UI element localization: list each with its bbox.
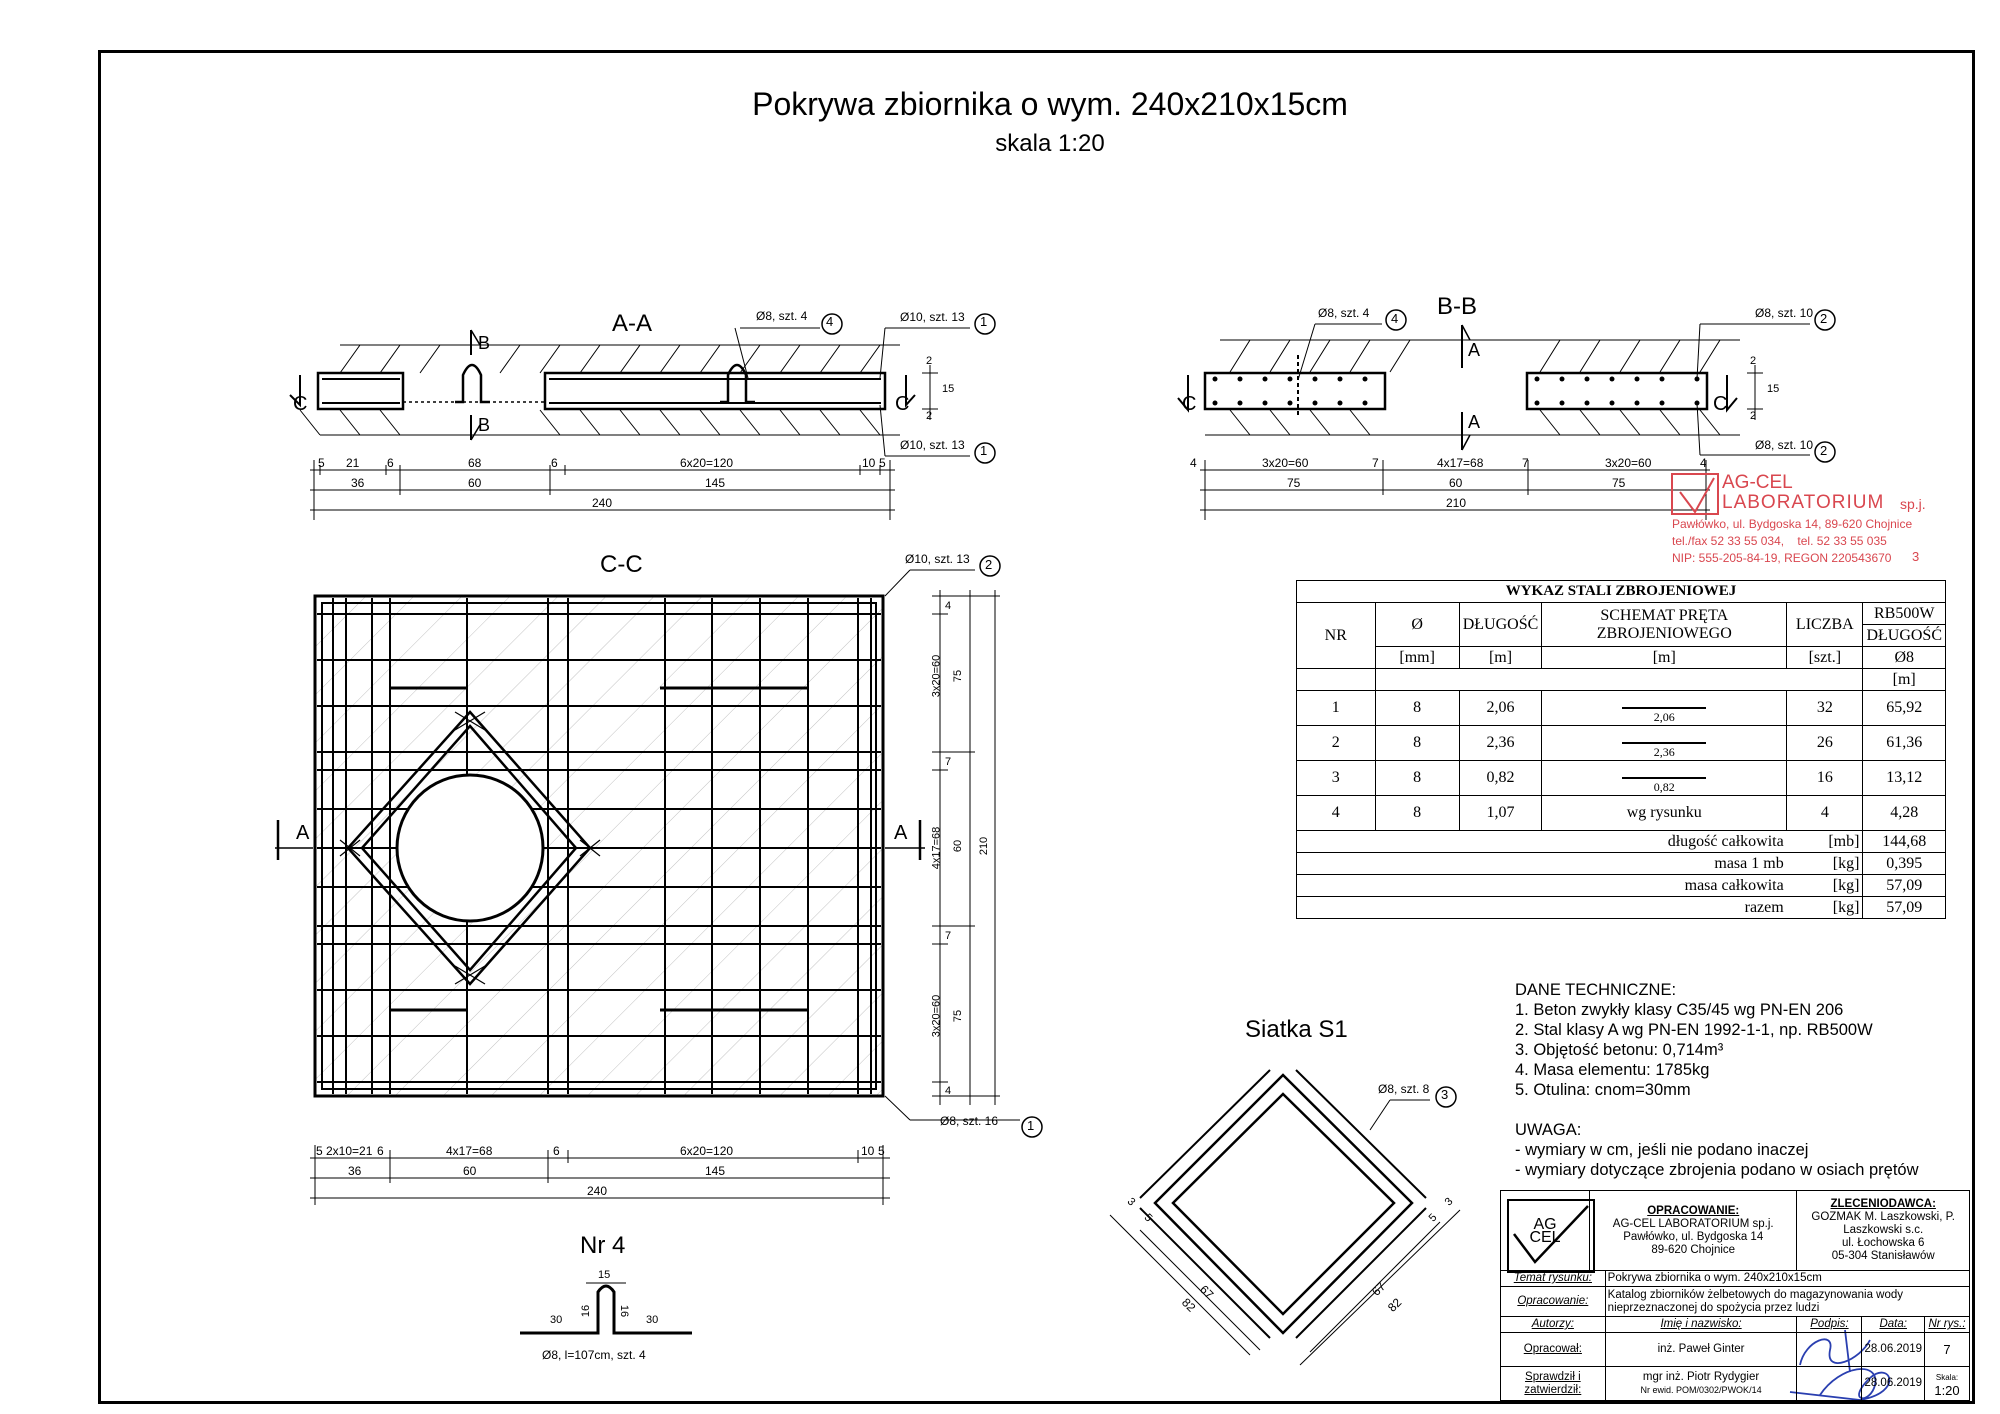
cc-rdim-7b: 7 [945, 930, 952, 942]
tb-r2-name: mgr inż. Piotr Rydygier Nr ewid. POM/0302/PWOK/14 [1605, 1367, 1797, 1401]
siatka-dim-5a: 5 [1141, 1211, 1155, 1225]
tech-heading: DANE TECHNICZNE: [1515, 981, 1677, 999]
section-aa [290, 314, 995, 520]
cc-rdim-75b: 75 [952, 1009, 965, 1023]
bb-callout-right-bot: Ø8, szt. 10 [1755, 438, 1814, 452]
bb-h-dim-2: 15 [1767, 383, 1780, 395]
table-row: 2 8 2,36 2,36 26 61,36 [1297, 726, 1946, 761]
aa-h-dim-2: 15 [942, 383, 955, 395]
cc-callout-bot: Ø8, szt. 16 [940, 1114, 999, 1128]
nr4-caption: Ø8, l=107cm, szt. 4 [542, 1348, 646, 1362]
nr4-dim-30a: 30 [550, 1314, 563, 1326]
stamp-line2b: sp.j. [1900, 496, 1926, 512]
tb-col-autorzy: Autorzy: [1501, 1317, 1606, 1333]
summary-row: masa 1 mb [kg] 0,395 [1297, 853, 1946, 875]
stamp-line2: LABORATORIUM [1722, 492, 1885, 513]
tech-item: 3. Objętość betonu: 0,714m³ [1515, 1041, 1724, 1059]
th-schema: SCHEMAT PRĘTA ZBROJENIOWEGO [1542, 603, 1787, 647]
aa-dim-10: 10 [862, 456, 876, 470]
tb-r2-date: 28.06.2019 [1862, 1367, 1925, 1401]
nr4-dim-16b: 16 [618, 1304, 631, 1318]
cc-dim-6b: 6 [553, 1144, 560, 1158]
aa-dim-6a: 6 [387, 456, 394, 470]
bb-h-dim-3: 2 [1750, 410, 1757, 422]
bb-cut-a-top: A [1468, 340, 1481, 360]
bb-callout-right-top: Ø8, szt. 10 [1755, 306, 1814, 320]
stamp-line1: AG-CEL [1722, 472, 1793, 493]
th-unit-mm: [mm] [1375, 647, 1459, 669]
tb-logo: AG CEL [1501, 1191, 1590, 1271]
aa-h-dim-1: 2 [926, 355, 933, 367]
tb-r1-date: 28.06.2019 [1862, 1333, 1925, 1367]
cc-rdim-210: 210 [978, 836, 991, 856]
siatka-dim-67b: 67 [1369, 1279, 1389, 1299]
cc-dim-145: 145 [705, 1164, 726, 1178]
tb-col-nr: Nr rys.: [1925, 1317, 1970, 1333]
tb-r2-signature [1797, 1367, 1862, 1401]
cc-dim-36: 36 [348, 1164, 362, 1178]
bb-dim-4a: 4 [1190, 456, 1197, 470]
bb-dim-4x17: 4x17=68 [1437, 456, 1484, 470]
nr4-dim-15: 15 [598, 1269, 611, 1281]
th-dia2: Ø8 [1863, 647, 1946, 669]
tech-item: 4. Masa elementu: 1785kg [1515, 1061, 1710, 1079]
cc-rdim-60: 60 [952, 839, 965, 853]
stamp-line4: tel./fax 52 33 55 034, tel. 52 33 55 035 [1672, 534, 1887, 548]
aa-dim-5a: 5 [318, 456, 325, 470]
cc-callout-top: Ø10, szt. 13 [905, 552, 970, 566]
tech-item: 5. Otulina: cnom=30mm [1515, 1081, 1691, 1099]
section-aa-label: A-A [612, 310, 653, 337]
aa-dim-5b: 5 [879, 456, 886, 470]
cc-rdim-75a: 75 [952, 669, 965, 683]
bb-callout-right-bot-num: 2 [1820, 443, 1828, 458]
bb-cut-c-left: C [1182, 393, 1197, 415]
tech-data [1515, 980, 1955, 1180]
siatka-dim-3b: 3 [1442, 1195, 1456, 1209]
siatka-dim-5b: 5 [1426, 1211, 1440, 1225]
siatka-dim-67a: 67 [1197, 1282, 1217, 1302]
tb-col-imie: Imię i nazwisko: [1605, 1317, 1797, 1333]
th-grade: RB500W [1863, 603, 1946, 625]
bb-dim-60: 60 [1449, 476, 1463, 490]
siatka-dim-82b: 82 [1385, 1295, 1405, 1315]
steel-table [1296, 580, 1946, 919]
aa-dim-68: 68 [468, 456, 482, 470]
drawing-title: Pokrywa zbiornika o wym. 240x210x15cm [752, 86, 1348, 122]
bb-dim-7b: 7 [1522, 456, 1529, 470]
tb-col-podpis: Podpis: [1797, 1317, 1862, 1333]
siatka-callout: Ø8, szt. 8 [1378, 1082, 1430, 1096]
aa-dim-60: 60 [468, 476, 482, 490]
tb-r2-role: Sprawdził i zatwierdził: [1501, 1367, 1606, 1401]
th-len: DŁUGOŚĆ [1459, 603, 1542, 647]
aa-cut-b-top: B [478, 333, 491, 353]
cc-rdim-3x20a: 3x20=60 [930, 654, 943, 698]
th-unit-m2: [m] [1542, 647, 1787, 669]
th-unit-m: [m] [1459, 647, 1542, 669]
summary-row: masa całkowita [kg] 57,09 [1297, 875, 1946, 897]
cc-callout-bot-num: 1 [1027, 1118, 1035, 1133]
tb-skala: Skala: 1:20 [1925, 1367, 1970, 1401]
cc-dim-5a: 5 [316, 1144, 323, 1158]
siatka-dim-82a: 82 [1179, 1295, 1199, 1315]
aa-h-dim-3: 2 [926, 410, 933, 422]
aa-callout-bot-right-num: 1 [980, 443, 988, 458]
aa-cut-c-right: C [895, 393, 910, 415]
bb-dim-3x20b: 3x20=60 [1605, 456, 1652, 470]
title-block [1500, 1190, 1970, 1401]
aa-dim-36: 36 [351, 476, 365, 490]
stamp-logo [1672, 474, 1718, 514]
drawing-scale: skala 1:20 [995, 130, 1105, 157]
cc-dim-60: 60 [463, 1164, 477, 1178]
nr4-drawing [520, 1283, 692, 1333]
bb-dim-7a: 7 [1372, 456, 1379, 470]
bb-callout-left-num: 4 [1391, 311, 1399, 326]
bb-callout-right-top-num: 2 [1820, 311, 1828, 326]
aa-dim-145: 145 [705, 476, 726, 490]
tb-r1-name: inż. Paweł Ginter [1605, 1333, 1797, 1367]
steel-table-title: WYKAZ STALI ZBROJENIOWEJ [1297, 581, 1946, 603]
stamp-line5: NIP: 555-205-84-19, REGON 220543670 [1672, 551, 1892, 565]
section-cc-label: C-C [600, 551, 643, 578]
cc-rdim-7a: 7 [945, 756, 952, 768]
nr4-dim-30b: 30 [646, 1314, 659, 1326]
th-unit-m3: [m] [1863, 669, 1946, 691]
bb-h-dim-1: 2 [1750, 355, 1757, 367]
tb-r1-nr: 7 [1925, 1333, 1970, 1367]
th-nr: NR [1297, 603, 1376, 669]
stamp-line3: Pawłówko, ul. Bydgoska 14, 89-620 Chojnice [1672, 517, 1913, 531]
th-dia: Ø [1375, 603, 1459, 647]
tb-r1-role: Opracował: [1501, 1333, 1606, 1367]
bb-cut-c-right: C [1713, 393, 1728, 415]
aa-dim-6x20: 6x20=120 [680, 456, 734, 470]
cc-dim-6x20: 6x20=120 [680, 1144, 734, 1158]
table-row: 4 8 1,07 wg rysunku 4 4,28 [1297, 796, 1946, 831]
tb-temat-label: Temat rysunku: [1501, 1271, 1606, 1287]
cc-dim-6a: 6 [377, 1144, 384, 1158]
cc-callout-top-num: 2 [985, 557, 993, 572]
th-unit-szt: [szt.] [1787, 647, 1863, 669]
table-row: 3 8 0,82 0,82 16 13,12 [1297, 761, 1946, 796]
cc-dim-4x17: 4x17=68 [446, 1144, 493, 1158]
aa-cut-c-left: C [293, 393, 308, 415]
stamp-num: 3 [1912, 549, 1920, 564]
cc-dim-5b: 5 [878, 1144, 885, 1158]
siatka-label: Siatka S1 [1245, 1016, 1348, 1043]
tb-opr-value: Katalog zbiorników żelbetowych do magazynowania wody nieprzeznaczonej do spożycia przez ludzi [1605, 1287, 1969, 1317]
note-item: - wymiary w cm, jeśli nie podano inaczej [1515, 1141, 1809, 1159]
bb-dim-75a: 75 [1287, 476, 1301, 490]
bb-dim-3x20a: 3x20=60 [1262, 456, 1309, 470]
aa-callout-top-right-num: 1 [980, 314, 988, 329]
tech-item: 1. Beton zwykły klasy C35/45 wg PN-EN 206 [1515, 1001, 1844, 1019]
aa-callout-top-mid-num: 4 [826, 314, 834, 329]
siatka-dim-3a: 3 [1124, 1195, 1138, 1209]
cc-dim-10: 10 [861, 1144, 875, 1158]
cc-dim-2x10: 2x10=21 [326, 1144, 373, 1158]
cc-dim-240: 240 [587, 1184, 608, 1198]
aa-dim-6b: 6 [551, 456, 558, 470]
cc-rdim-4b: 4 [945, 1085, 952, 1097]
aa-dim-240: 240 [592, 496, 613, 510]
cc-rdim-4a: 4 [945, 600, 952, 612]
section-cc [275, 556, 1042, 1205]
tb-temat-value: Pokrywa zbiornika o wym. 240x210x15cm [1605, 1271, 1969, 1287]
note-heading: UWAGA: [1515, 1121, 1582, 1139]
tb-prep: OPRACOWANIE: AG-CEL LABORATORIUM sp.j. Pawłówko, ul. Bydgoska 14 89-620 Chojnice [1590, 1191, 1797, 1271]
section-bb-label: B-B [1437, 293, 1478, 320]
summary-row: razem [kg] 57,09 [1297, 897, 1946, 919]
aa-callout-top-mid: Ø8, szt. 4 [756, 309, 808, 323]
nr4-dim-16a: 16 [580, 1304, 593, 1318]
tech-item: 2. Stal klasy A wg PN-EN 1992-1-1, np. RB500W [1515, 1021, 1873, 1039]
tb-client: ZLECENIODAWCA: GOZMAK M. Laszkowski, P. Laszkowski s.c. ul. Łochowska 6 05-304 Stanisławów [1797, 1191, 1970, 1271]
aa-callout-top-right: Ø10, szt. 13 [900, 310, 965, 324]
cc-rdim-4x17: 4x17=68 [930, 826, 943, 870]
aa-callout-bot-right: Ø10, szt. 13 [900, 438, 965, 452]
bb-callout-left: Ø8, szt. 4 [1318, 306, 1370, 320]
table-row: 1 8 2,06 2,06 32 65,92 [1297, 691, 1946, 726]
tb-col-data: Data: [1862, 1317, 1925, 1333]
th-len2: DŁUGOŚĆ [1863, 625, 1946, 647]
tb-opr-label: Opracowanie: [1501, 1287, 1606, 1317]
tb-r1-signature [1797, 1333, 1862, 1367]
note-item: - wymiary dotyczące zbrojenia podano w osiach prętów [1515, 1161, 1919, 1179]
th-count: LICZBA [1787, 603, 1863, 647]
cc-cut-a-left: A [296, 822, 310, 844]
cc-rdim-3x20b: 3x20=60 [930, 994, 943, 1038]
siatka-callout-num: 3 [1441, 1087, 1449, 1102]
bb-dim-75b: 75 [1612, 476, 1626, 490]
bb-dim-4b: 4 [1700, 456, 1707, 470]
bb-cut-a-bottom: A [1468, 412, 1481, 432]
summary-row: długość całkowita [mb] 144,68 [1297, 831, 1946, 853]
cc-cut-a-right: A [894, 822, 908, 844]
aa-dim-21: 21 [346, 456, 360, 470]
bb-dim-210: 210 [1446, 496, 1467, 510]
siatka-s1-drawing [1110, 1070, 1460, 1365]
nr4-label: Nr 4 [580, 1232, 626, 1259]
aa-cut-b-bottom: B [478, 415, 491, 435]
